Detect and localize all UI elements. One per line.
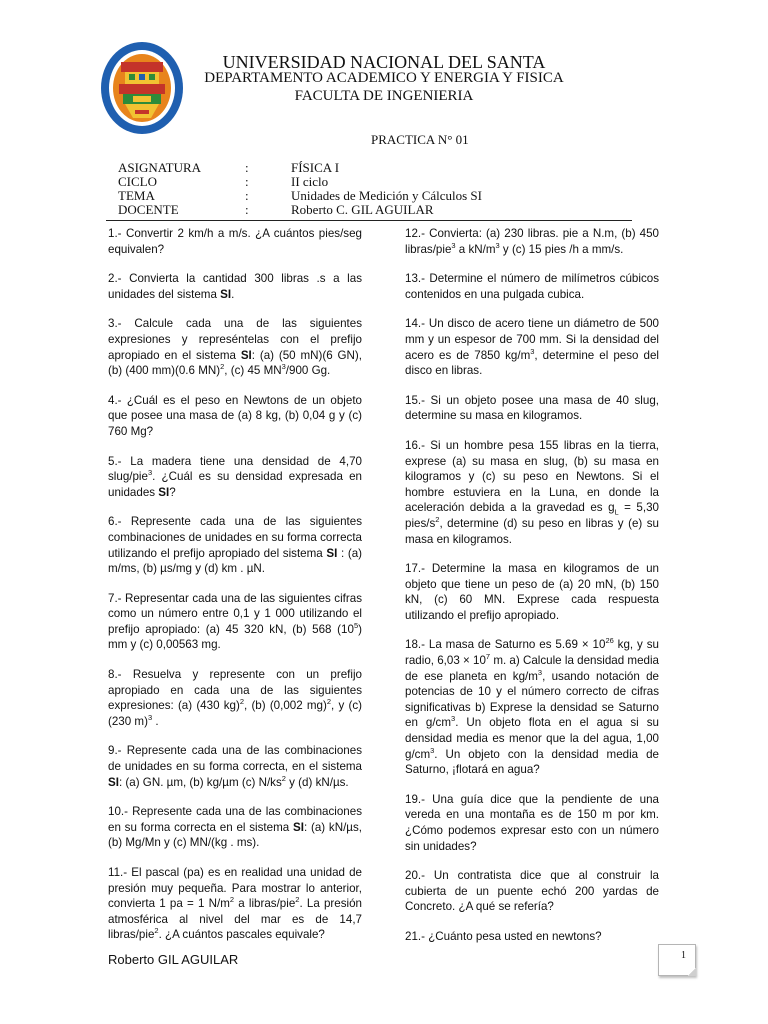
header-divider — [106, 220, 632, 221]
info-value: Unidades de Medición y Cálculos SI — [291, 188, 482, 203]
problem-item: 1.- Convertir 2 km/h a m/s. ¿A cuántos pies/seg equivalen? — [108, 227, 362, 256]
problem-item: 18.- La masa de Saturno es $5.69 \times 10^{26}$ kg, y su radio, $6,03 \times 10^7$ m. a) Calcule la densidad media de ese planeta en $kg/m^3$, usando notación de potencias de 10 y el número correcto de cifras significativas b) Exprese la densidad se Saturno en $g/cm^3$. Un objeto flota en el agua si su densidad media es menor que la del agua, 1,00 $g/cm^3$. Un objeto con la densidad media de Saturno, ¡flotará en agua? — [405, 636, 660, 777]
info-row-asignatura — [118, 160, 638, 175]
problem-item: 3.- Calcule cada una de las siguientes expresiones y represéntelas con el prefijo apropiado en el sistema SI: (a) (50 mN)(6 GN), (b) (400 mm)(0.6 MN)$^2$, (c) 45 $MN^3/900$ Gg. — [108, 317, 362, 378]
info-row-ciclo — [118, 174, 638, 189]
page-number-box — [658, 944, 696, 976]
info-key: DOCENTE — [118, 202, 179, 217]
problem-item: 17.- Determine la masa en kilogramos de un objeto que tiene un peso de (a) 20 mN, (b) 150 kN, (c) 60 MN. Exprese cada respuesta utilizando el prefijo apropiado. — [405, 562, 659, 622]
problem-item: 4.- ¿Cuál es el peso en Newtons de un objeto que posee una masa de (a) 8 kg, (b) 0,04 g y (c) 760 Mg? — [108, 393, 362, 438]
info-value: II ciclo — [291, 174, 329, 189]
footer-author: Roberto GIL AGUILAR — [108, 952, 239, 967]
problem-item: 14.- Un disco de acero tiene un diámetro de 500 mm y un espesor de 700 mm. Si la densidad del acero es de 7850 $kg/m^3$, determine el peso del disco en libras. — [405, 317, 659, 378]
problem-item: 5.- La madera tiene una densidad de 4,70 slug/pie$^3$. ¿Cuál es su densidad expresada en unidades SI? — [108, 454, 362, 499]
info-separator: : — [245, 188, 249, 203]
info-key: ASIGNATURA — [118, 160, 202, 175]
problem-item: 2.- Convierta la cantidad 300 libras .s a las unidades del sistema SI. — [108, 272, 362, 301]
info-key: CICLO — [118, 174, 157, 189]
problem-item: 10.- Represente cada una de las combinaciones en su forma correcta en el sistema SI: (a) kN/µs, (b) Mg/Mn y (c) MN/(kg . ms). — [108, 805, 362, 850]
info-row-docente — [118, 202, 638, 217]
info-value: FÍSICA I — [291, 160, 340, 175]
info-value: Roberto C. GIL AGUILAR — [291, 202, 434, 217]
problem-item: 15.- Si un objeto posee una masa de 40 slug, determine su masa en kilogramos. — [405, 393, 659, 423]
problem-item: 11.- El pascal (pa) es en realidad una unidad de presión muy pequeña. Para mostrar lo anterior, convierta 1 pa = 1 $N/m^2$ a libras/pie$^2$. La presión atmosférica al nivel del mar es de 14,7 libras/pie$^2$. ¿A cuántos pascales equivale? — [108, 866, 362, 942]
info-separator: : — [245, 202, 249, 217]
problem-item: 9.- Represente cada una de las combinaciones de unidades en su forma correcta, en el sistema SI: (a) GN. µm, (b) kg/µm (c) $N/ks^2$ y (d) kN/µs. — [108, 744, 362, 789]
problem-item: 12.- Convierta: (a) 230 libras. pie a N.m, (b) 450 libras/pie$^3$ a $kN/m^3$ y (c) 15 pies /h a mm/s. — [405, 227, 659, 256]
problem-item: 16.- Si un hombre pesa 155 libras en la tierra, exprese (a) su masa en slug, (b) su masa en kilogramos y (c) su peso en Newtons. Si el hombre estuviera en la Luna, en donde la aceleración debida a la gravedad es $g_L = 5,30$ pies/$s^2$, determine (d) su peso en libras y (e) su masa en kilogramos. — [405, 438, 659, 546]
info-separator: : — [245, 174, 249, 189]
problem-item: 7.- Representar cada una de las siguientes cifras como un número entre 0,1 y 1 000 utilizando el prefijo apropiado: (a) 45 320 kN, (b) 568 $(10^5)$ mm y (c) 0,00563 mg. — [108, 591, 362, 652]
info-row-tema — [118, 188, 638, 203]
problems-right-column — [405, 226, 659, 959]
faculty-title: FACULTA DE INGENIERIA — [294, 88, 474, 104]
page-curl-decoration — [688, 968, 696, 976]
page-number: 1 — [681, 950, 686, 961]
problem-item: 8.- Resuelva y represente con un prefijo apropiado en cada una de las siguientes expresiones: (a) (430 kg)$^2$, (b) (0,002 mg)$^2$, y (c) (230 m)$^3$ . — [108, 668, 362, 728]
university-title: UNIVERSIDAD NACIONAL DEL SANTA — [222, 52, 546, 72]
problem-item: 19.- Una guía dice que la pendiente de una vereda en una montaña es de 150 m por km. ¿Cómo podemos expresar esto con un número sin unidades? — [405, 792, 659, 853]
problem-item: 20.- Un contratista dice que al construir la cubierta de un puente echó 200 yardas de Concreto. ¿A qué se refería? — [405, 869, 659, 914]
department-title: DEPARTAMENTO ACADEMICO Y ENERGIA Y FISICA — [204, 70, 564, 86]
problem-item: 6.- Represente cada una de las siguientes combinaciones de unidades en su forma correcta utilizando el prefijo apropiado del sistema SI : (a) m/ms, (b) µs/mg y (d) km . µN. — [108, 515, 362, 576]
problem-item: 13.- Determine el número de milímetros cúbicos contenidos en una pulgada cubica. — [405, 272, 659, 301]
problem-item: 21.- ¿Cuánto pesa usted en newtons? — [405, 929, 602, 943]
practice-title: PRACTICA N° 01 — [371, 132, 469, 147]
info-key: TEMA — [118, 188, 155, 203]
info-separator: : — [245, 160, 249, 175]
problems-left-column — [108, 226, 362, 957]
